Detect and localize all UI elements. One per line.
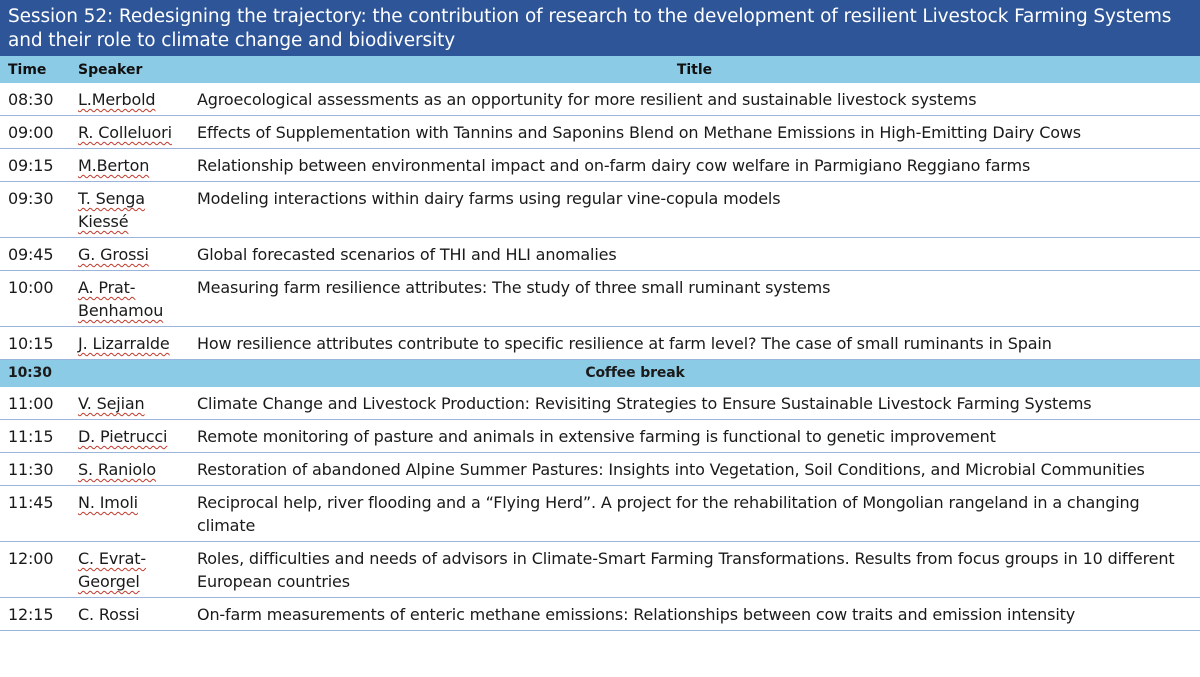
- title-cell: Global forecasted scenarios of THI and HLI anomalies: [189, 238, 1200, 271]
- speaker-cell: [70, 420, 189, 453]
- time-cell: 11:15: [0, 420, 70, 453]
- title-cell: Modeling interactions within dairy farms using regular vine-copula models: [189, 182, 1200, 238]
- table-header-row: [0, 56, 1200, 83]
- table-row: [0, 271, 1200, 327]
- speaker-name: S. Raniolo: [78, 460, 157, 479]
- program-table: [0, 56, 1200, 631]
- speaker-cell: [70, 83, 189, 116]
- speaker-name: R. Colleluori: [78, 123, 172, 142]
- time-cell: 09:15: [0, 149, 70, 182]
- speaker-name: J. Lizarralde: [78, 334, 170, 353]
- speaker-name: N. Imoli: [78, 493, 138, 512]
- title-cell: Remote monitoring of pasture and animals in extensive farming is functional to genetic improvement: [189, 420, 1200, 453]
- title-cell: Reciprocal help, river flooding and a “Flying Herd”. A project for the rehabilitation of Mongolian rangeland in a changing climate: [189, 486, 1200, 542]
- session-title: Session 52: Redesigning the trajectory: the contribution of research to the development of resilient Livestock Farming Systems and their role to climate change and biodiversity: [0, 0, 1200, 56]
- speaker-cell: [70, 542, 189, 598]
- title-cell: Relationship between environmental impact and on-farm dairy cow welfare in Parmigiano Reggiano farms: [189, 149, 1200, 182]
- speaker-cell: [70, 453, 189, 486]
- speaker-name: D. Pietrucci: [78, 427, 168, 446]
- coffee-break-row: [0, 360, 1200, 388]
- break-label: Coffee break: [70, 360, 1200, 388]
- column-header-title: Title: [189, 56, 1200, 83]
- time-cell: 11:00: [0, 387, 70, 420]
- speaker-cell: [70, 598, 189, 631]
- speaker-name: C. Evrat-Georgel: [78, 549, 147, 591]
- table-row: [0, 238, 1200, 271]
- time-cell: 10:00: [0, 271, 70, 327]
- column-header-speaker: Speaker: [70, 56, 189, 83]
- table-row: [0, 387, 1200, 420]
- time-cell: 08:30: [0, 83, 70, 116]
- speaker-name: G. Grossi: [78, 245, 149, 264]
- title-cell: On-farm measurements of enteric methane emissions: Relationships between cow traits and emission intensity: [189, 598, 1200, 631]
- table-row: [0, 486, 1200, 542]
- table-row: [0, 420, 1200, 453]
- speaker-name: M.Berton: [78, 156, 150, 175]
- time-cell: 09:00: [0, 116, 70, 149]
- column-header-time: Time: [0, 56, 70, 83]
- time-cell: 09:45: [0, 238, 70, 271]
- break-time-cell: 10:30: [0, 360, 70, 388]
- speaker-cell: [70, 327, 189, 360]
- title-cell: Effects of Supplementation with Tannins and Saponins Blend on Methane Emissions in High-Emitting Dairy Cows: [189, 116, 1200, 149]
- table-row: [0, 83, 1200, 116]
- title-cell: Agroecological assessments as an opportunity for more resilient and sustainable livestock systems: [189, 83, 1200, 116]
- table-row: [0, 182, 1200, 238]
- time-cell: 12:15: [0, 598, 70, 631]
- speaker-cell: [70, 116, 189, 149]
- table-row: [0, 116, 1200, 149]
- speaker-cell: [70, 149, 189, 182]
- speaker-name: V. Sejian: [78, 394, 145, 413]
- time-cell: 10:15: [0, 327, 70, 360]
- title-cell: Roles, difficulties and needs of advisors in Climate-Smart Farming Transformations. Results from focus groups in 10 different European countries: [189, 542, 1200, 598]
- title-cell: Climate Change and Livestock Production: Revisiting Strategies to Ensure Sustainable Livestock Farming Systems: [189, 387, 1200, 420]
- table-row: [0, 327, 1200, 360]
- speaker-cell: [70, 182, 189, 238]
- table-row: [0, 542, 1200, 598]
- title-cell: How resilience attributes contribute to specific resilience at farm level? The case of small ruminants in Spain: [189, 327, 1200, 360]
- table-row: [0, 149, 1200, 182]
- title-cell: Restoration of abandoned Alpine Summer Pastures: Insights into Vegetation, Soil Conditions, and Microbial Communities: [189, 453, 1200, 486]
- speaker-cell: [70, 486, 189, 542]
- time-cell: 12:00: [0, 542, 70, 598]
- speaker-name: T. Senga Kiessé: [78, 189, 145, 231]
- speaker-name: A. Prat-Benhamou: [78, 278, 164, 320]
- speaker-name: L.Merbold: [78, 90, 156, 109]
- time-cell: 11:45: [0, 486, 70, 542]
- time-cell: 09:30: [0, 182, 70, 238]
- speaker-cell: [70, 238, 189, 271]
- time-cell: 11:30: [0, 453, 70, 486]
- table-row: [0, 453, 1200, 486]
- speaker-cell: [70, 271, 189, 327]
- speaker-name: C. Rossi: [78, 605, 140, 624]
- speaker-cell: [70, 387, 189, 420]
- title-cell: Measuring farm resilience attributes: The study of three small ruminant systems: [189, 271, 1200, 327]
- table-row: [0, 598, 1200, 631]
